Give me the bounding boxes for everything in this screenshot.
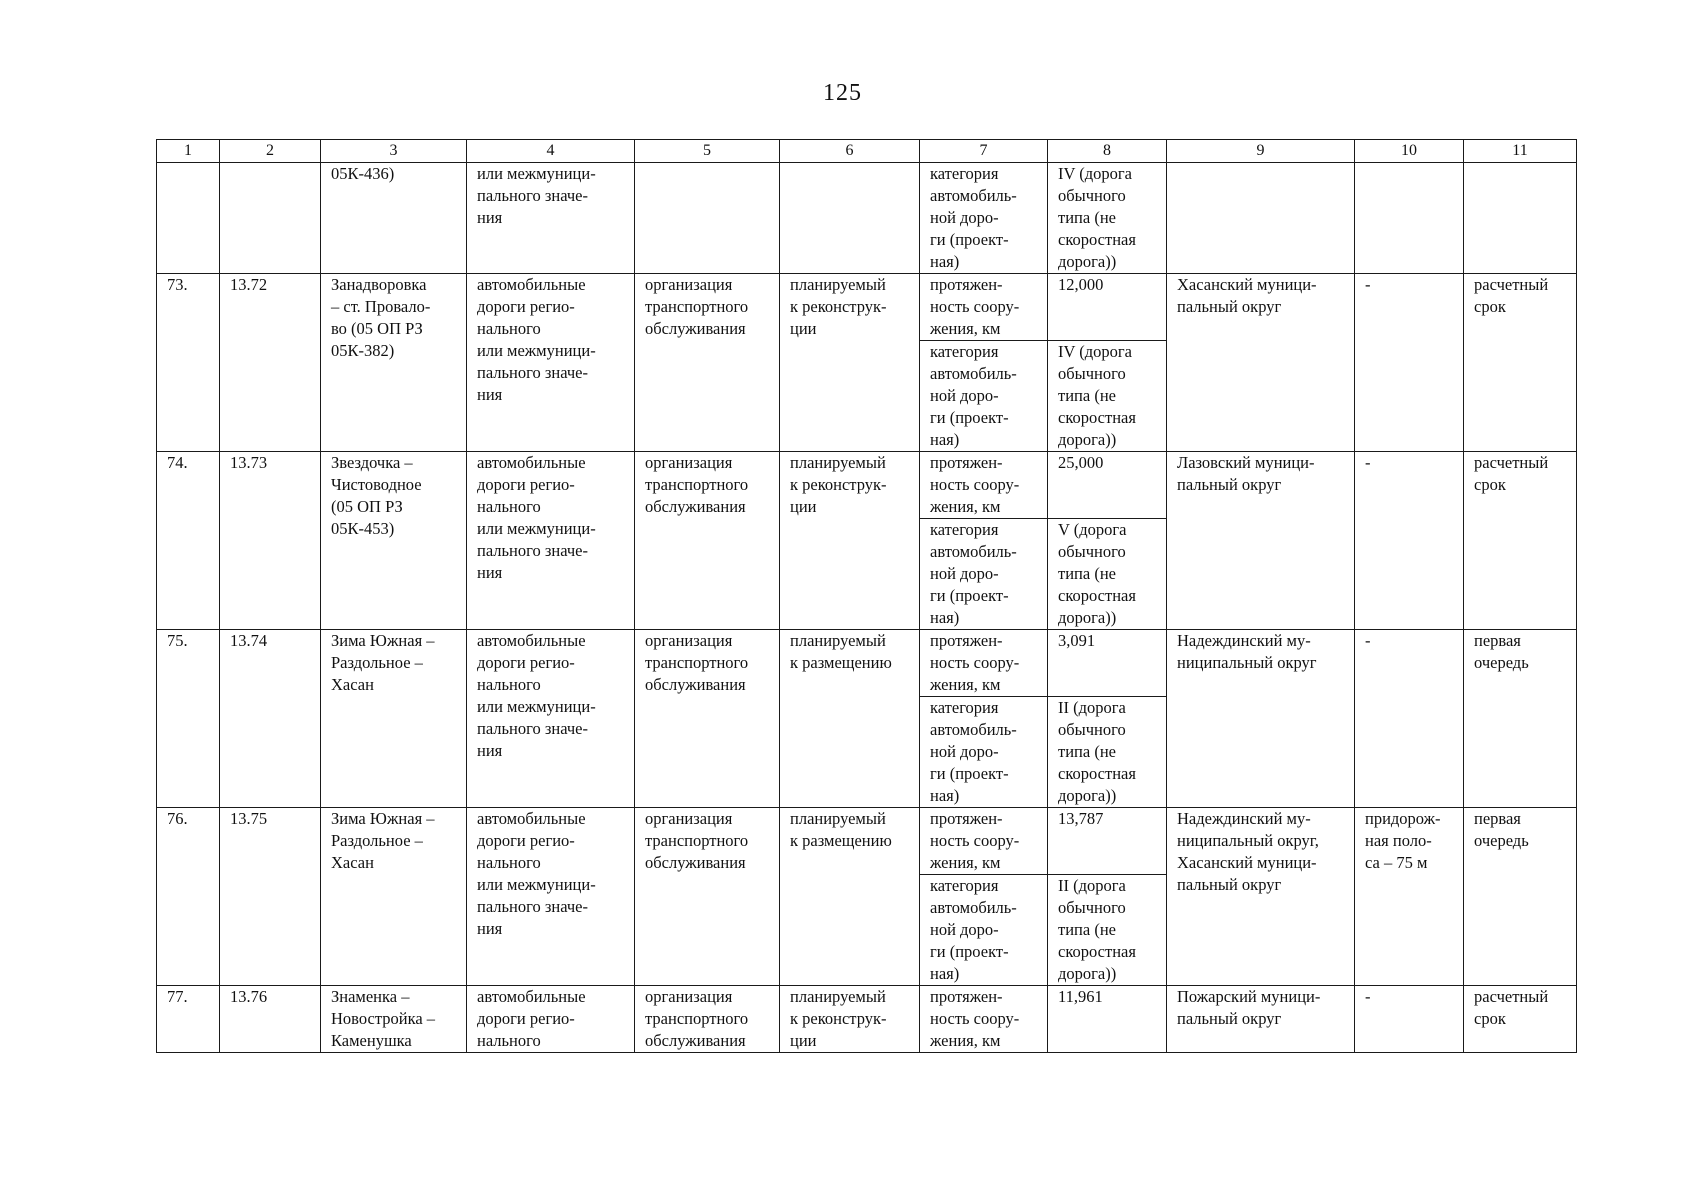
cell-param-label: категория автомобиль- ной доро- ги (проект- ная) [920, 697, 1048, 808]
cell-param-value: II (дорога обычного типа (не скоростная дорога)) [1048, 875, 1167, 986]
cell-code: 13.74 [220, 630, 321, 808]
table-row [157, 274, 1577, 341]
cell-status: планируемый к реконструк- ции [780, 452, 920, 630]
cell-object-type: автомобильные дороги регио- нального или межмуници- пального значе- ния [467, 452, 635, 630]
cell-object-name: Знаменка – Новостройка – Каменушка [321, 986, 467, 1053]
cell-number: 76. [157, 808, 220, 986]
cell-purpose: организация транспортного обслуживания [635, 452, 780, 630]
cell-param-value: II (дорога обычного типа (не скоростная дорога)) [1048, 697, 1167, 808]
cell-param-label: протяжен- ность соору- жения, км [920, 452, 1048, 519]
cell-purpose [635, 163, 780, 274]
cell-location: Хасанский муници- пальный округ [1167, 274, 1355, 452]
cell-code [220, 163, 321, 274]
column-number: 3 [321, 140, 467, 163]
table-row [157, 452, 1577, 519]
column-number: 7 [920, 140, 1048, 163]
cell-param-value: 13,787 [1048, 808, 1167, 875]
cell-param-label: категория автомобиль- ной доро- ги (проект- ная) [920, 875, 1048, 986]
column-number: 8 [1048, 140, 1167, 163]
cell-zone: - [1355, 630, 1464, 808]
column-number: 2 [220, 140, 321, 163]
cell-object-type: или межмуници- пального значе- ния [467, 163, 635, 274]
page-number: 125 [823, 80, 862, 106]
column-number: 9 [1167, 140, 1355, 163]
cell-term: первая очередь [1464, 630, 1577, 808]
cell-param-value: 25,000 [1048, 452, 1167, 519]
cell-object-type: автомобильные дороги регио- нального или межмуници- пального значе- ния [467, 808, 635, 986]
column-number: 1 [157, 140, 220, 163]
cell-number: 73. [157, 274, 220, 452]
cell-zone [1355, 163, 1464, 274]
cell-status: планируемый к реконструк- ции [780, 986, 920, 1053]
cell-param-label: категория автомобиль- ной доро- ги (проект- ная) [920, 519, 1048, 630]
cell-object-name: Занадворовка – ст. Провало- во (05 ОП РЗ 05К-382) [321, 274, 467, 452]
cell-term: расчетный срок [1464, 452, 1577, 630]
cell-param-label: категория автомобиль- ной доро- ги (проект- ная) [920, 341, 1048, 452]
cell-object-name: Зима Южная – Раздольное – Хасан [321, 630, 467, 808]
cell-purpose: организация транспортного обслуживания [635, 274, 780, 452]
cell-param-value: IV (дорога обычного типа (не скоростная дорога)) [1048, 341, 1167, 452]
cell-param-value: 12,000 [1048, 274, 1167, 341]
cell-object-type: автомобильные дороги регио- нального или межмуници- пального значе- ния [467, 630, 635, 808]
cell-term: расчетный срок [1464, 274, 1577, 452]
cell-term: первая очередь [1464, 808, 1577, 986]
cell-zone: - [1355, 452, 1464, 630]
cell-number: 74. [157, 452, 220, 630]
cell-number: 75. [157, 630, 220, 808]
cell-object-type: автомобильные дороги регио- нального или межмуници- пального значе- ния [467, 274, 635, 452]
cell-location [1167, 163, 1355, 274]
cell-param-label: протяжен- ность соору- жения, км [920, 986, 1048, 1053]
cell-term: расчетный срок [1464, 986, 1577, 1053]
cell-param-label: протяжен- ность соору- жения, км [920, 808, 1048, 875]
column-number: 5 [635, 140, 780, 163]
cell-zone: придорож- ная поло- са – 75 м [1355, 808, 1464, 986]
cell-status [780, 163, 920, 274]
cell-param-value: 11,961 [1048, 986, 1167, 1053]
cell-purpose: организация транспортного обслуживания [635, 630, 780, 808]
column-number: 11 [1464, 140, 1577, 163]
cell-number [157, 163, 220, 274]
table-row-continuation [157, 163, 1577, 274]
cell-location: Лазовский муници- пальный округ [1167, 452, 1355, 630]
cell-param-label: протяжен- ность соору- жения, км [920, 630, 1048, 697]
column-number: 10 [1355, 140, 1464, 163]
cell-param-value: 3,091 [1048, 630, 1167, 697]
table-row [157, 986, 1577, 1053]
table-row [157, 808, 1577, 875]
cell-status: планируемый к размещению [780, 630, 920, 808]
cell-purpose: организация транспортного обслуживания [635, 986, 780, 1053]
table-row [157, 630, 1577, 697]
cell-purpose: организация транспортного обслуживания [635, 808, 780, 986]
cell-location: Пожарский муници- пальный округ [1167, 986, 1355, 1053]
cell-term [1464, 163, 1577, 274]
cell-status: планируемый к размещению [780, 808, 920, 986]
cell-param-label: протяжен- ность соору- жения, км [920, 274, 1048, 341]
cell-object-name: 05К-436) [321, 163, 467, 274]
cell-location: Надеждинский му- ниципальный округ [1167, 630, 1355, 808]
cell-object-type: автомобильные дороги регио- нального [467, 986, 635, 1053]
planned-objects-table [156, 139, 1577, 1053]
cell-code: 13.75 [220, 808, 321, 986]
column-number: 4 [467, 140, 635, 163]
column-number-row [157, 140, 1577, 163]
cell-number: 77. [157, 986, 220, 1053]
cell-param-value: IV (дорога обычного типа (не скоростная дорога)) [1048, 163, 1167, 274]
cell-code: 13.72 [220, 274, 321, 452]
cell-code: 13.73 [220, 452, 321, 630]
cell-location: Надеждинский му- ниципальный округ, Хасанский муници- пальный округ [1167, 808, 1355, 986]
cell-param-label: категория автомобиль- ной доро- ги (проект- ная) [920, 163, 1048, 274]
cell-zone: - [1355, 986, 1464, 1053]
cell-code: 13.76 [220, 986, 321, 1053]
column-number: 6 [780, 140, 920, 163]
cell-object-name: Зима Южная – Раздольное – Хасан [321, 808, 467, 986]
cell-object-name: Звездочка – Чистоводное (05 ОП РЗ 05К-453) [321, 452, 467, 630]
cell-status: планируемый к реконструк- ции [780, 274, 920, 452]
cell-zone: - [1355, 274, 1464, 452]
cell-param-value: V (дорога обычного типа (не скоростная дорога)) [1048, 519, 1167, 630]
